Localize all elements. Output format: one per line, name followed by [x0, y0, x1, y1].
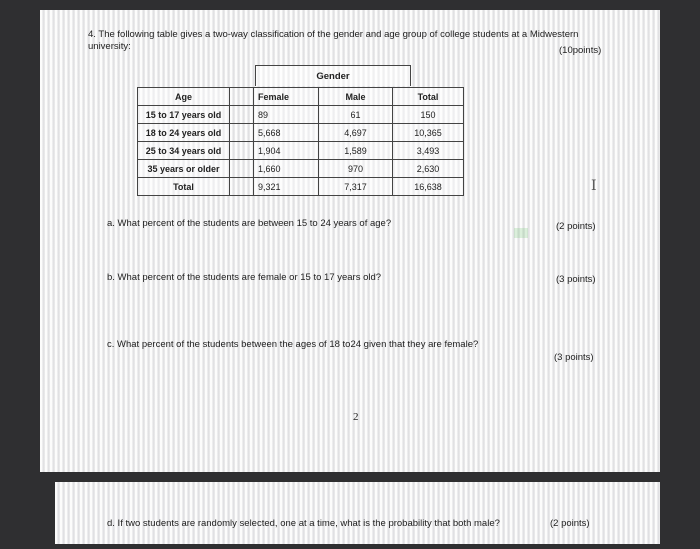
row-female: 1,660 — [254, 160, 319, 178]
row-total: 150 — [393, 106, 464, 124]
row-male: 4,697 — [319, 124, 393, 142]
table-gap — [230, 178, 254, 196]
text-cursor-icon: I — [591, 178, 597, 194]
table-row — [138, 124, 464, 142]
part-c-text: c. What percent of the students between the ages of 18 to24 given that they are female? — [107, 339, 479, 350]
part-d-text: d. If two students are randomly selected, one at a time, what is the probability that both male? — [107, 518, 500, 529]
row-total: 2,630 — [393, 160, 464, 178]
row-male: 61 — [319, 106, 393, 124]
row-age: 15 to 17 years old — [138, 106, 230, 124]
part-d-points: (2 points) — [550, 518, 590, 529]
row-female: 5,668 — [254, 124, 319, 142]
classification-table — [137, 87, 464, 196]
row-age: 18 to 24 years old — [138, 124, 230, 142]
row-total: 3,493 — [393, 142, 464, 160]
row-male: 1,589 — [319, 142, 393, 160]
question-header-line1: 4. The following table gives a two-way classification of the gender and age group of college students at a Midwestern — [88, 29, 579, 40]
page-number: 2 — [353, 411, 359, 423]
header-male: Male — [319, 88, 393, 106]
table-gap — [230, 124, 254, 142]
table-header-row — [138, 88, 464, 106]
table-row — [138, 142, 464, 160]
header-female: Female — [254, 88, 319, 106]
row-male: 7,317 — [319, 178, 393, 196]
question-points: (10points) — [559, 45, 602, 56]
row-female: 89 — [254, 106, 319, 124]
table-gap — [230, 88, 254, 106]
gender-header-label: Gender — [316, 71, 350, 82]
row-female: 9,321 — [254, 178, 319, 196]
table-row — [138, 160, 464, 178]
row-total: 16,638 — [393, 178, 464, 196]
row-age: 25 to 34 years old — [138, 142, 230, 160]
row-total: 10,365 — [393, 124, 464, 142]
table-gap — [230, 106, 254, 124]
gender-header-cell — [255, 65, 411, 86]
table-total-row — [138, 178, 464, 196]
table-row — [138, 106, 464, 124]
worksheet-page-2 — [55, 482, 660, 544]
row-age: 35 years or older — [138, 160, 230, 178]
header-age: Age — [138, 88, 230, 106]
highlight-mark — [514, 228, 528, 238]
part-b-points: (3 points) — [556, 274, 596, 285]
table-gap — [230, 142, 254, 160]
header-total: Total — [393, 88, 464, 106]
part-a-points: (2 points) — [556, 221, 596, 232]
table-gap — [230, 160, 254, 178]
row-male: 970 — [319, 160, 393, 178]
part-c-points: (3 points) — [554, 352, 594, 363]
row-age: Total — [138, 178, 230, 196]
row-female: 1,904 — [254, 142, 319, 160]
question-header-line2: university: — [88, 41, 131, 52]
part-a-text: a. What percent of the students are between 15 to 24 years of age? — [107, 218, 392, 229]
part-b-text: b. What percent of the students are female or 15 to 17 years old? — [107, 272, 382, 283]
